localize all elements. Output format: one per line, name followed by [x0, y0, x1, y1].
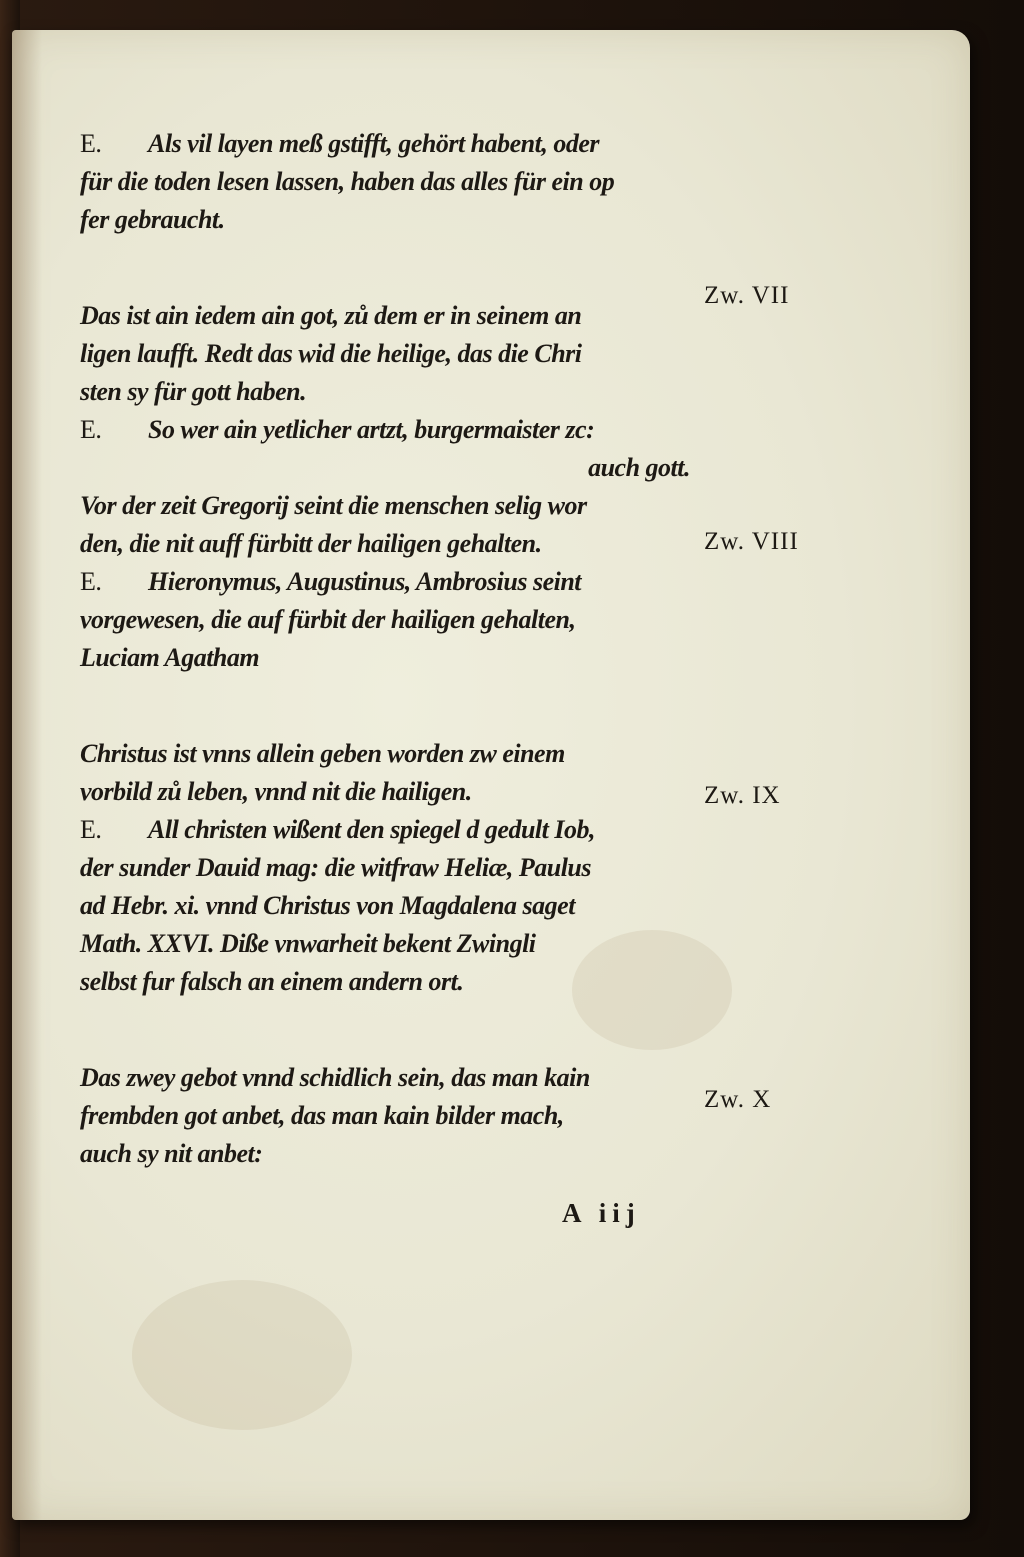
- text-line: E. Als vil layen meß gstifft, gehört habent, oder: [80, 125, 700, 163]
- text-line: Das zwey gebot vnnd schidlich sein, das man kain: [80, 1063, 590, 1092]
- text-line: auch sy nit anbet:: [80, 1139, 263, 1168]
- text-line: selbst fur falsch an einem andern ort.: [80, 967, 464, 996]
- margin-note: Zw. X: [704, 1086, 772, 1113]
- margin-note: Zw. VII: [704, 282, 790, 309]
- signature-mark: A iij: [562, 1198, 641, 1228]
- entgegnung-label: E.: [80, 415, 102, 444]
- paper-stain: [132, 1280, 352, 1430]
- entgegnung-label: E.: [80, 815, 102, 844]
- text-line: E. So wer ain yetlicher artzt, burgermaister zc:: [80, 411, 700, 449]
- page-text: [80, 125, 700, 1173]
- text-line: fer gebraucht.: [80, 205, 225, 234]
- page-gutter-shadow: [12, 30, 42, 1520]
- entgegnung-label: E.: [80, 129, 102, 158]
- entgegnung-label: E.: [80, 567, 102, 596]
- margin-note: Zw. IX: [704, 782, 781, 809]
- text-line: vorbild zů leben, vnnd nit die hailigen.: [80, 777, 472, 806]
- text-line: den, die nit auff fürbitt der hailigen gehalten.: [80, 529, 542, 558]
- text-line: E. Hieronymus, Augustinus, Ambrosius seint: [80, 563, 700, 601]
- text-line: Vor der zeit Gregorij seint die menschen selig wor: [80, 491, 587, 520]
- text-line: der sunder Dauid mag: die witfraw Heliæ, Paulus: [80, 853, 591, 882]
- text-line: Math. XXVI. Diße vnwarheit bekent Zwingli: [80, 929, 536, 958]
- text-line: ligen laufft. Redt das wid die heilige, das die Chri: [80, 339, 582, 368]
- text-line: ad Hebr. xi. vnnd Christus von Magdalena saget: [80, 891, 575, 920]
- text-line: frembden got anbet, das man kain bilder mach,: [80, 1101, 564, 1130]
- text-line: Luciam Agatham: [80, 643, 260, 672]
- text-line: E. All christen wißent den spiegel d gedult Iob,: [80, 811, 700, 849]
- text-line: sten sy für gott haben.: [80, 377, 307, 406]
- text-line: vorgewesen, die auf fürbit der hailigen gehalten,: [80, 605, 576, 634]
- text-line: für die toden lesen lassen, haben das alles für ein op: [80, 167, 615, 196]
- text-line: auch gott.: [588, 453, 690, 482]
- margin-note: Zw. VIII: [704, 528, 799, 555]
- text-line: Das ist ain iedem ain got, zů dem er in seinem an: [80, 301, 582, 330]
- text-line: Christus ist vnns allein geben worden zw einem: [80, 739, 565, 768]
